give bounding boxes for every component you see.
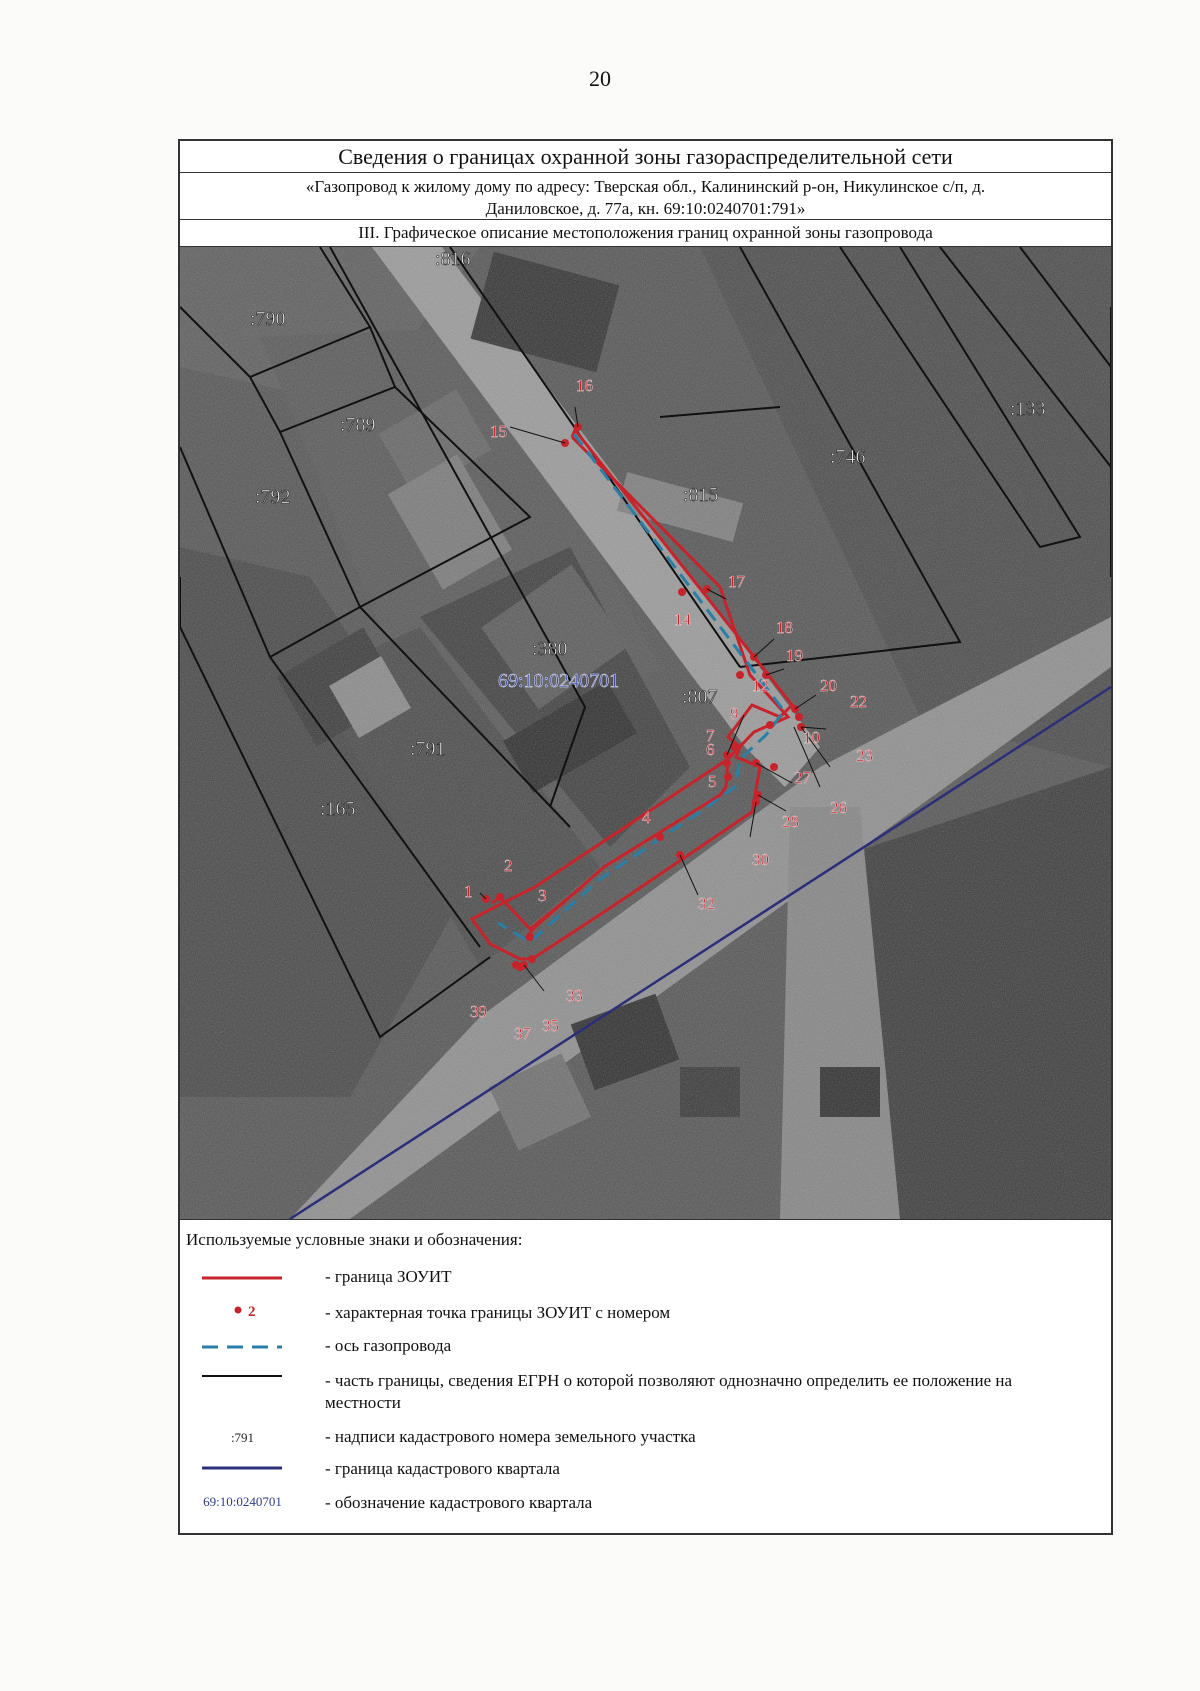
point-number: 3 [538, 886, 547, 905]
cadastral-map [180, 247, 1111, 1219]
point-number: 10 [803, 728, 820, 747]
point-number: 39 [470, 1002, 487, 1021]
object-line-2: Даниловское, д. 77а, кн. 69:10:0240701:791» [485, 199, 806, 218]
point-number: 17 [728, 572, 745, 591]
parcel-label-792: :792 [255, 486, 291, 508]
quarter-label-sample [190, 1492, 295, 1516]
parcel-label-791: :791 [410, 738, 446, 760]
point-number: 1 [464, 882, 473, 901]
point-number: 19 [786, 646, 803, 665]
point-number: 7 [706, 726, 715, 745]
point-number: 18 [776, 618, 793, 637]
legend-title: Используемые условные знаки и обозначения: [186, 1230, 523, 1249]
parcel-label-815: :815 [683, 484, 719, 506]
point-number: 23 [856, 746, 873, 765]
point-number: 35 [542, 1016, 559, 1035]
point-number: 2 [504, 856, 513, 875]
point-number: 5 [708, 772, 717, 791]
legend-symbol-text: 69:10:0240701 [203, 1494, 282, 1509]
parcel-label-807: :807 [682, 686, 718, 708]
point-number: 14 [674, 610, 691, 629]
point-number: 22 [850, 692, 867, 711]
point-number: 30 [752, 850, 769, 869]
red-line-icon [190, 1266, 295, 1290]
legend-text: - характерная точка границы ЗОУИТ с номером [325, 1303, 671, 1322]
parcel-label-133: :133 [1010, 398, 1046, 420]
point-number: 12 [752, 676, 769, 695]
parcel-label-816: :816 [435, 248, 471, 270]
parcel-label-789: :789 [340, 414, 376, 436]
object-description [180, 172, 1111, 220]
black-line-icon [190, 1370, 295, 1394]
map-canvas [180, 247, 1111, 1219]
point-number: 26 [830, 798, 847, 817]
legend-symbol-text: 2 [248, 1304, 256, 1320]
document-frame [178, 139, 1113, 1535]
legend-text: - граница ЗОУИТ [325, 1267, 452, 1286]
point-number: 20 [820, 676, 837, 695]
blue-dashed-line-icon [190, 1335, 295, 1359]
parcel-label-sample [190, 1426, 295, 1450]
object-line-1: «Газопровод к жилому дому по адресу: Тверская обл., Калининский р-он, Никулинское с/п, д. [305, 177, 986, 196]
quarter-label: 69:10:0240701 [498, 670, 620, 692]
legend-text: - часть границы, сведения ЕГРН о которой позволяют однозначно определить ее положение на местности [325, 1371, 1013, 1412]
page-number: 20 [589, 66, 611, 91]
point-number: 28 [782, 812, 799, 831]
point-number: 32 [698, 894, 715, 913]
navy-line-icon [190, 1458, 295, 1482]
section-heading: III. Графическое описание местоположения границ охранной зоны газопровода [180, 220, 1111, 247]
legend-text: - обозначение кадастрового квартала [325, 1493, 593, 1512]
point-number: 4 [642, 808, 651, 827]
map-legend [180, 1219, 1111, 1534]
point-number: 37 [514, 1024, 531, 1043]
parcel-label-790: :790 [250, 308, 286, 330]
parcel-label-380: :380 [532, 638, 568, 660]
parcel-label-165: :165 [320, 798, 356, 820]
point-number: 6 [706, 740, 715, 759]
legend-text: - ось газопровода [325, 1336, 452, 1355]
legend-symbol-text: :791 [230, 1430, 255, 1445]
red-point-icon [190, 1302, 295, 1326]
point-number: 15 [490, 422, 507, 441]
point-number: 9 [730, 704, 739, 723]
legend-text: - надписи кадастрового номера земельного участка [325, 1427, 696, 1446]
document-title: Сведения о границах охранной зоны газораспределительной сети [180, 141, 1111, 173]
parcel-label-746: :746 [830, 446, 866, 468]
point-number: 27 [794, 768, 811, 787]
point-number: 33 [566, 986, 583, 1005]
legend-text: - граница кадастрового квартала [325, 1459, 560, 1478]
point-number: 16 [576, 376, 593, 395]
